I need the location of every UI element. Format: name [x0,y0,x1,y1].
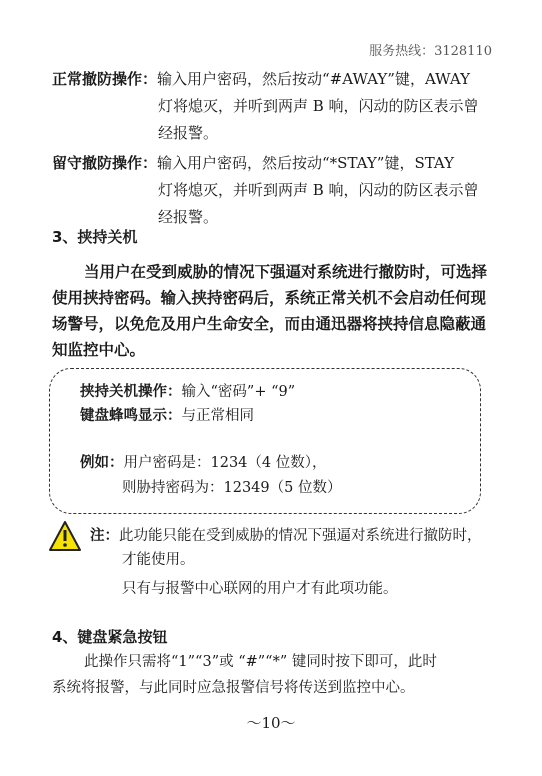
stay-disarm-label: 留守撤防操作： [52,154,158,172]
duress-beep-row [80,404,254,425]
note-line1-row [90,524,482,545]
section-3-line1: 当用户在受到威胁的情况下强逼对系统进行撤防时，可选择 [84,263,488,281]
stay-disarm-text2: 灯将熄灭，并听到两声 B 响，闪动的防区表示曾 [158,181,479,199]
note-line2: 才能使用。 [122,552,195,568]
normal-disarm-text2: 灯将熄灭，并听到两声 B 响，闪动的防区表示曾 [158,97,479,115]
section-4-line1: 此操作只需将“1”“3”或 “#”“*” 键同时按下即可，此时 [84,654,437,670]
duress-op-label: 挟持关机操作： [80,384,182,400]
duress-beep-label: 键盘蜂鸣显示： [80,408,182,424]
section-3-line4: 知监控中心。 [52,341,146,359]
duress-beep-value: 与正常相同 [181,408,254,424]
normal-disarm-text3: 经报警。 [158,124,219,142]
example-row [80,451,327,472]
example-label: 例如： [80,455,124,471]
duress-op-value: 输入“密码”+ “9” [181,384,296,400]
section-3-title: 3、挟持关机 [52,228,138,246]
note-label: 注： [90,528,119,544]
example-line2: 则胁持密码为：12349（5 位数） [122,480,342,496]
section-3-line3: 场警号，以免危及用户生命安全，而由通迅器将挟持信息隐蔽通 [52,315,487,333]
normal-disarm-line1 [52,66,470,93]
duress-op-row [80,380,295,401]
section-4-title: 4、键盘紧急按钮 [52,628,168,646]
warning-triangle-icon [48,520,82,552]
normal-disarm-label: 正常撤防操作： [52,70,158,88]
page-number: ～10～ [246,714,296,732]
stay-disarm-text1: 输入用户密码，然后按动“*STAY”键，STAY [157,154,455,172]
stay-disarm-line1 [52,150,454,177]
note-line1: 此功能只能在受到威胁的情况下强逼对系统进行撤防时， [119,528,482,544]
note-line3: 只有与报警中心联网的用户才有此项功能。 [122,581,398,597]
stay-disarm-text3: 经报警。 [158,208,219,226]
service-hotline: 服务热线：3128110 [369,44,492,59]
example-line1: 用户密码是：1234（4 位数）， [123,455,327,471]
section-3-line2: 使用挟持密码。输入挟持密码后，系统正常关机不会启动任何现 [52,289,487,307]
section-4-line2: 系统将报警，与此同时应急报警信号将传送到监控中心。 [52,680,415,696]
normal-disarm-text1: 输入用户密码，然后按动“#AWAY”键，AWAY [157,70,470,88]
